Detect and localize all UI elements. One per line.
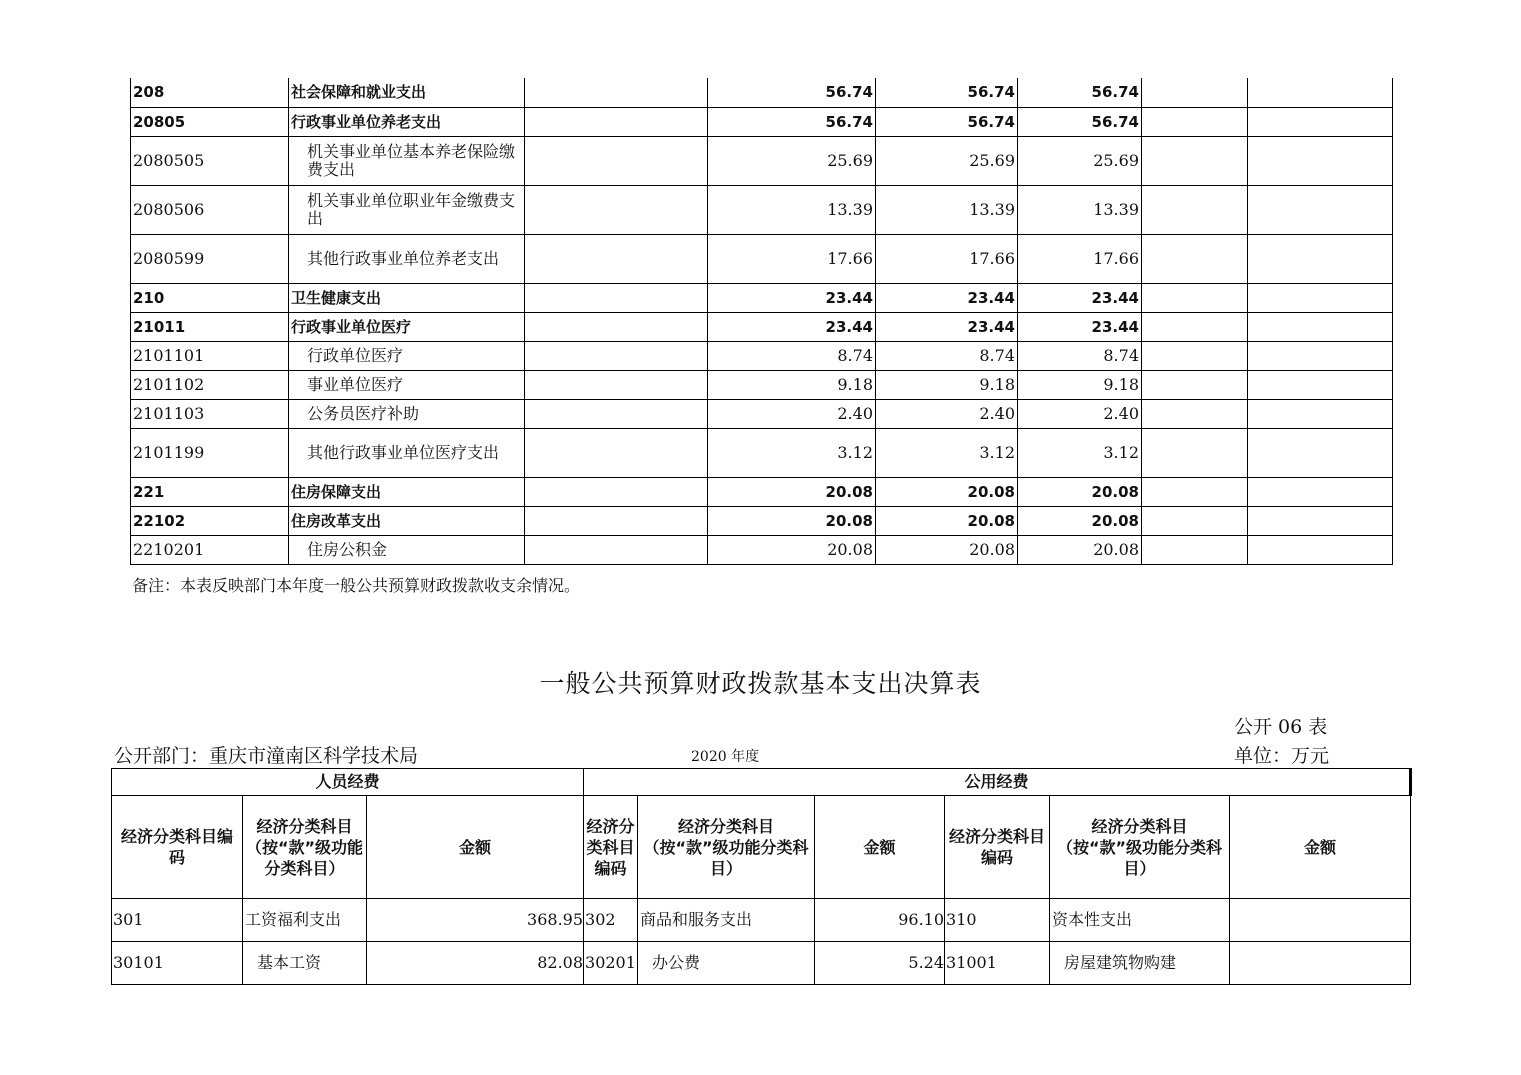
capital-amount-cell (1230, 942, 1411, 985)
value-cell: 8.74 (708, 341, 876, 370)
empty-cell (1142, 185, 1248, 234)
table-row (112, 942, 1411, 985)
empty-cell (1142, 428, 1248, 477)
goods-name-cell: 办公费 (638, 942, 815, 985)
value-cell: 8.74 (1018, 341, 1142, 370)
empty-cell (525, 399, 708, 428)
value-cell: 56.74 (876, 78, 1018, 107)
value-cell: 23.44 (876, 312, 1018, 341)
table-row (131, 107, 1393, 136)
empty-cell (1142, 341, 1248, 370)
value-cell: 9.18 (708, 370, 876, 399)
empty-cell (1248, 477, 1393, 506)
value-cell: 2.40 (708, 399, 876, 428)
empty-cell (1248, 370, 1393, 399)
value-cell: 17.66 (1018, 234, 1142, 283)
value-cell: 20.08 (1018, 477, 1142, 506)
goods-amount-cell: 5.24 (815, 942, 945, 985)
value-cell: 23.44 (708, 312, 876, 341)
value-cell: 25.69 (876, 136, 1018, 185)
personnel-amount-cell: 82.08 (367, 942, 584, 985)
empty-cell (1248, 535, 1393, 564)
code-cell: 2101199 (131, 428, 289, 477)
value-cell: 3.12 (708, 428, 876, 477)
empty-cell (1248, 428, 1393, 477)
table-row (131, 535, 1393, 564)
value-cell: 17.66 (708, 234, 876, 283)
empty-cell (1248, 78, 1393, 107)
empty-cell (1248, 234, 1393, 283)
table-row (131, 370, 1393, 399)
empty-cell (1248, 107, 1393, 136)
value-cell: 13.39 (876, 185, 1018, 234)
empty-cell (1142, 283, 1248, 312)
code-cell: 2101102 (131, 370, 289, 399)
code-cell: 2101103 (131, 399, 289, 428)
header-goods-name: 经济分类科目（按“款”级功能分类科目） (638, 796, 815, 899)
name-cell: 住房改革支出 (289, 506, 525, 535)
empty-cell (1248, 506, 1393, 535)
empty-cell (525, 234, 708, 283)
department-label: 公开部门：重庆市潼南区科学技术局 (114, 745, 419, 767)
name-cell: 机关事业单位职业年金缴费支出 (289, 185, 525, 234)
code-cell: 22102 (131, 506, 289, 535)
code-cell: 2080505 (131, 136, 289, 185)
value-cell: 56.74 (708, 107, 876, 136)
name-cell: 卫生健康支出 (289, 283, 525, 312)
value-cell: 9.18 (1018, 370, 1142, 399)
value-cell: 20.08 (708, 477, 876, 506)
empty-cell (1248, 399, 1393, 428)
empty-cell (1142, 399, 1248, 428)
value-cell: 17.66 (876, 234, 1018, 283)
code-cell: 221 (131, 477, 289, 506)
capital-amount-cell (1230, 899, 1411, 942)
name-cell: 行政事业单位养老支出 (289, 107, 525, 136)
empty-cell (1142, 136, 1248, 185)
goods-amount-cell: 96.10 (815, 899, 945, 942)
personnel-name-cell: 基本工资 (243, 942, 367, 985)
name-cell: 事业单位医疗 (289, 370, 525, 399)
code-cell: 2101101 (131, 341, 289, 370)
value-cell: 13.39 (708, 185, 876, 234)
code-cell: 20805 (131, 107, 289, 136)
table-note: 备注：本表反映部门本年度一般公共预算财政拨款收支余情况。 (132, 576, 581, 595)
goods-code-cell: 302 (584, 899, 638, 942)
table-row (131, 312, 1393, 341)
page-title: 一般公共预算财政拨款基本支出决算表 (539, 669, 982, 698)
table-row (131, 506, 1393, 535)
header-personnel-amount: 金额 (367, 796, 584, 899)
goods-code-cell: 30201 (584, 942, 638, 985)
table-row (131, 428, 1393, 477)
code-cell: 2210201 (131, 535, 289, 564)
value-cell: 20.08 (1018, 535, 1142, 564)
year-label: 2020 年度 (691, 749, 760, 765)
empty-cell (525, 136, 708, 185)
code-cell: 2080506 (131, 185, 289, 234)
value-cell: 23.44 (876, 283, 1018, 312)
table-row (131, 234, 1393, 283)
name-cell: 其他行政事业单位医疗支出 (289, 428, 525, 477)
value-cell: 56.74 (708, 78, 876, 107)
table-row (112, 899, 1411, 942)
value-cell: 20.08 (876, 477, 1018, 506)
name-cell: 行政事业单位医疗 (289, 312, 525, 341)
table-row (131, 341, 1393, 370)
budget-expenditure-table (130, 78, 1393, 565)
empty-cell (525, 312, 708, 341)
header-personnel-code: 经济分类科目编码 (112, 796, 243, 899)
value-cell: 20.08 (876, 506, 1018, 535)
empty-cell (1142, 535, 1248, 564)
table-row (131, 477, 1393, 506)
capital-name-cell: 房屋建筑物购建 (1050, 942, 1230, 985)
group-public-header: 公用经费 (584, 769, 1411, 796)
value-cell: 56.74 (876, 107, 1018, 136)
empty-cell (1142, 107, 1248, 136)
empty-cell (1142, 78, 1248, 107)
name-cell: 公务员医疗补助 (289, 399, 525, 428)
value-cell: 2.40 (876, 399, 1018, 428)
value-cell: 23.44 (1018, 283, 1142, 312)
header-goods-amount: 金额 (815, 796, 945, 899)
unit-label: 单位：万元 (1234, 745, 1330, 767)
empty-cell (1142, 506, 1248, 535)
table-row (131, 185, 1393, 234)
empty-cell (525, 185, 708, 234)
code-cell: 2080599 (131, 234, 289, 283)
basic-expenditure-table (111, 768, 1412, 985)
empty-cell (525, 370, 708, 399)
empty-cell (1248, 312, 1393, 341)
value-cell: 56.74 (1018, 107, 1142, 136)
value-cell: 2.40 (1018, 399, 1142, 428)
code-cell: 208 (131, 78, 289, 107)
table-row (131, 136, 1393, 185)
form-number: 公开 06 表 (1234, 716, 1328, 738)
value-cell: 56.74 (1018, 78, 1142, 107)
empty-cell (525, 506, 708, 535)
name-cell: 住房保障支出 (289, 477, 525, 506)
code-cell: 21011 (131, 312, 289, 341)
personnel-code-cell: 30101 (112, 942, 243, 985)
value-cell: 20.08 (876, 535, 1018, 564)
name-cell: 行政单位医疗 (289, 341, 525, 370)
empty-cell (525, 78, 708, 107)
empty-cell (1248, 185, 1393, 234)
header-capital-amount: 金额 (1230, 796, 1411, 899)
empty-cell (1142, 370, 1248, 399)
value-cell: 8.74 (876, 341, 1018, 370)
name-cell: 住房公积金 (289, 535, 525, 564)
capital-name-cell: 资本性支出 (1050, 899, 1230, 942)
empty-cell (525, 283, 708, 312)
empty-cell (1142, 312, 1248, 341)
personnel-name-cell: 工资福利支出 (243, 899, 367, 942)
empty-cell (525, 535, 708, 564)
empty-cell (1248, 341, 1393, 370)
name-cell: 社会保障和就业支出 (289, 78, 525, 107)
value-cell: 3.12 (876, 428, 1018, 477)
name-cell: 其他行政事业单位养老支出 (289, 234, 525, 283)
group-personnel-header: 人员经费 (112, 769, 584, 796)
goods-name-cell: 商品和服务支出 (638, 899, 815, 942)
table-row (131, 283, 1393, 312)
capital-code-cell: 31001 (945, 942, 1050, 985)
value-cell: 20.08 (1018, 506, 1142, 535)
value-cell: 3.12 (1018, 428, 1142, 477)
value-cell: 9.18 (876, 370, 1018, 399)
header-goods-code: 经济分类科目编码 (584, 796, 638, 899)
personnel-amount-cell: 368.95 (367, 899, 584, 942)
value-cell: 20.08 (708, 535, 876, 564)
empty-cell (525, 107, 708, 136)
empty-cell (525, 428, 708, 477)
empty-cell (525, 477, 708, 506)
value-cell: 23.44 (708, 283, 876, 312)
budget-table-body (131, 78, 1393, 564)
empty-cell (1142, 477, 1248, 506)
value-cell: 25.69 (708, 136, 876, 185)
value-cell: 23.44 (1018, 312, 1142, 341)
table-row (131, 399, 1393, 428)
table-row (131, 78, 1393, 107)
value-cell: 13.39 (1018, 185, 1142, 234)
header-capital-code: 经济分类科目编码 (945, 796, 1050, 899)
capital-code-cell: 310 (945, 899, 1050, 942)
value-cell: 20.08 (708, 506, 876, 535)
empty-cell (1142, 234, 1248, 283)
empty-cell (525, 341, 708, 370)
empty-cell (1248, 136, 1393, 185)
code-cell: 210 (131, 283, 289, 312)
empty-cell (1248, 283, 1393, 312)
personnel-code-cell: 301 (112, 899, 243, 942)
header-personnel-name: 经济分类科目（按“款”级功能分类科目） (243, 796, 367, 899)
name-cell: 机关事业单位基本养老保险缴费支出 (289, 136, 525, 185)
value-cell: 25.69 (1018, 136, 1142, 185)
header-capital-name: 经济分类科目（按“款”级功能分类科目） (1050, 796, 1230, 899)
